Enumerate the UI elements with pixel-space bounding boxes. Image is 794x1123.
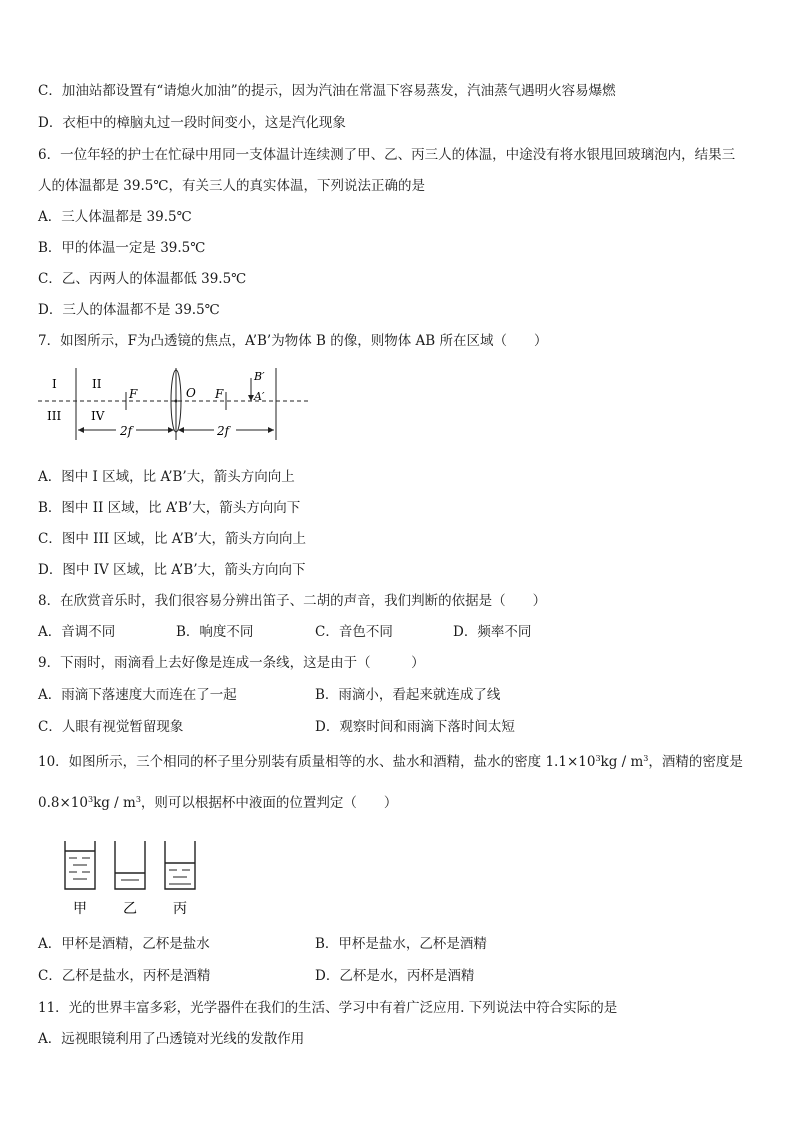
two-f-left-label: 2f: [120, 424, 133, 438]
q10-alcohol-exponent: 3: [87, 795, 94, 804]
q8-stem: 8．在欣赏音乐时，我们很容易分辨出笛子、二胡的声音，我们判断的依据是（ ）: [38, 593, 547, 609]
region-iii-label: III: [47, 409, 62, 423]
q8-option-d: D．频率不同: [453, 624, 532, 640]
q8-option-c: C．音色不同: [315, 624, 393, 640]
q9-option-a: A．雨滴下落速度大而连在了一起: [38, 687, 237, 703]
q7-option-d: D．图中 IV 区域，比 A’B’大，箭头方向向下: [38, 562, 306, 578]
q10-cups-figure: [60, 836, 210, 920]
q6-stem-line1: 6．一位年轻的护士在忙碌中用同一支体温计连续测了甲、乙、丙三人的体温，中途没有将水银甩回玻璃泡内，结果三: [38, 147, 736, 163]
q7-option-c: C．图中 III 区域，比 A’B’大，箭头方向向上: [38, 531, 306, 547]
region-i-label: I: [52, 377, 57, 391]
q10-stem-line2-tail: ，则可以根据杯中液面的位置判定（ ）: [140, 795, 398, 811]
q10-stem-line1-tail: ，酒精的密度是: [648, 754, 743, 770]
cup-jia-label: 甲: [73, 901, 87, 917]
q10-alcohol-unit-exponent: 3: [135, 795, 141, 804]
cup-yi-label: 乙: [123, 901, 137, 917]
q7-stem: 7．如图所示，F为凸透镜的焦点，A’B’为物体 B 的像，则物体 AB 所在区域（ ）: [38, 333, 548, 349]
q6-option-d: D．三人的体温都不是 39.5℃: [38, 302, 220, 318]
q10-salt-unit-exponent: 3: [643, 754, 649, 763]
q9-stem: 9．下雨时，雨滴看上去好像是连成一条线，这是由于（ ）: [38, 655, 425, 671]
region-ii-label: II: [92, 377, 102, 391]
q5-option-d: D．衣柜中的樟脑丸过一段时间变小，这是汽化现象: [38, 115, 346, 131]
q10-option-a: A．甲杯是酒精，乙杯是盐水: [38, 936, 210, 952]
image-top-label: B′: [254, 370, 265, 383]
q10-option-d: D．乙杯是水，丙杯是酒精: [315, 968, 475, 984]
q8-option-b: B．响度不同: [176, 624, 254, 640]
region-iv-label: IV: [91, 409, 105, 423]
image-bottom-label: A′: [254, 390, 265, 403]
focus-right-label: F: [215, 387, 224, 401]
q10-stem-line1-text: 10．如图所示，三个相同的杯子里分别装有质量相等的水、盐水和酒精，盐水的密度 1.1×10: [38, 754, 596, 770]
q9-option-c: C．人眼有视觉暂留现象: [38, 719, 184, 735]
q6-option-b: B．甲的体温一定是 39.5℃: [38, 240, 206, 256]
focus-left-label: F: [129, 387, 138, 401]
q6-option-a: A．三人体温都是 39.5℃: [38, 209, 192, 225]
q10-stem-line1: [38, 753, 743, 771]
q7-lens-figure: [38, 364, 313, 446]
two-f-right-label: 2f: [217, 424, 230, 438]
cup-bing-label: 丙: [173, 901, 187, 917]
q10-salt-unit: kg / m: [600, 754, 644, 770]
q6-stem-line2: 人的体温都是 39.5℃，有关三人的真实体温，下列说法正确的是: [38, 178, 425, 194]
q5-option-c: C．加油站都设置有“请熄火加油”的提示，因为汽油在常温下容易蒸发，汽油蒸气遇明火容易爆燃: [38, 83, 616, 99]
optical-center-label: O: [186, 386, 196, 400]
q11-stem: 11．光的世界丰富多彩，光学器件在我们的生活、学习中有着广泛应用. 下列说法中符合实际的是: [38, 1000, 618, 1016]
q10-salt-exponent: 3: [595, 754, 601, 763]
q11-option-a: A．远视眼镜利用了凸透镜对光线的发散作用: [38, 1031, 305, 1047]
q10-option-b: B．甲杯是盐水，乙杯是酒精: [315, 936, 487, 952]
q7-option-a: A．图中 I 区域，比 A’B’大，箭头方向向上: [38, 469, 295, 485]
q10-alcohol-unit: kg / m: [93, 795, 136, 811]
q10-alcohol-density: 0.8×10: [38, 795, 88, 811]
q9-option-d: D．观察时间和雨滴下落时间太短: [315, 719, 515, 735]
q8-option-a: A．音调不同: [38, 624, 116, 640]
q10-stem-line2: [38, 794, 397, 812]
q9-option-b: B．雨滴小，看起来就连成了线: [315, 687, 501, 703]
q7-option-b: B．图中 II 区域，比 A’B’大，箭头方向向下: [38, 500, 301, 516]
q6-option-c: C．乙、丙两人的体温都低 39.5℃: [38, 271, 247, 287]
q10-option-c: C．乙杯是盐水，丙杯是酒精: [38, 968, 211, 984]
